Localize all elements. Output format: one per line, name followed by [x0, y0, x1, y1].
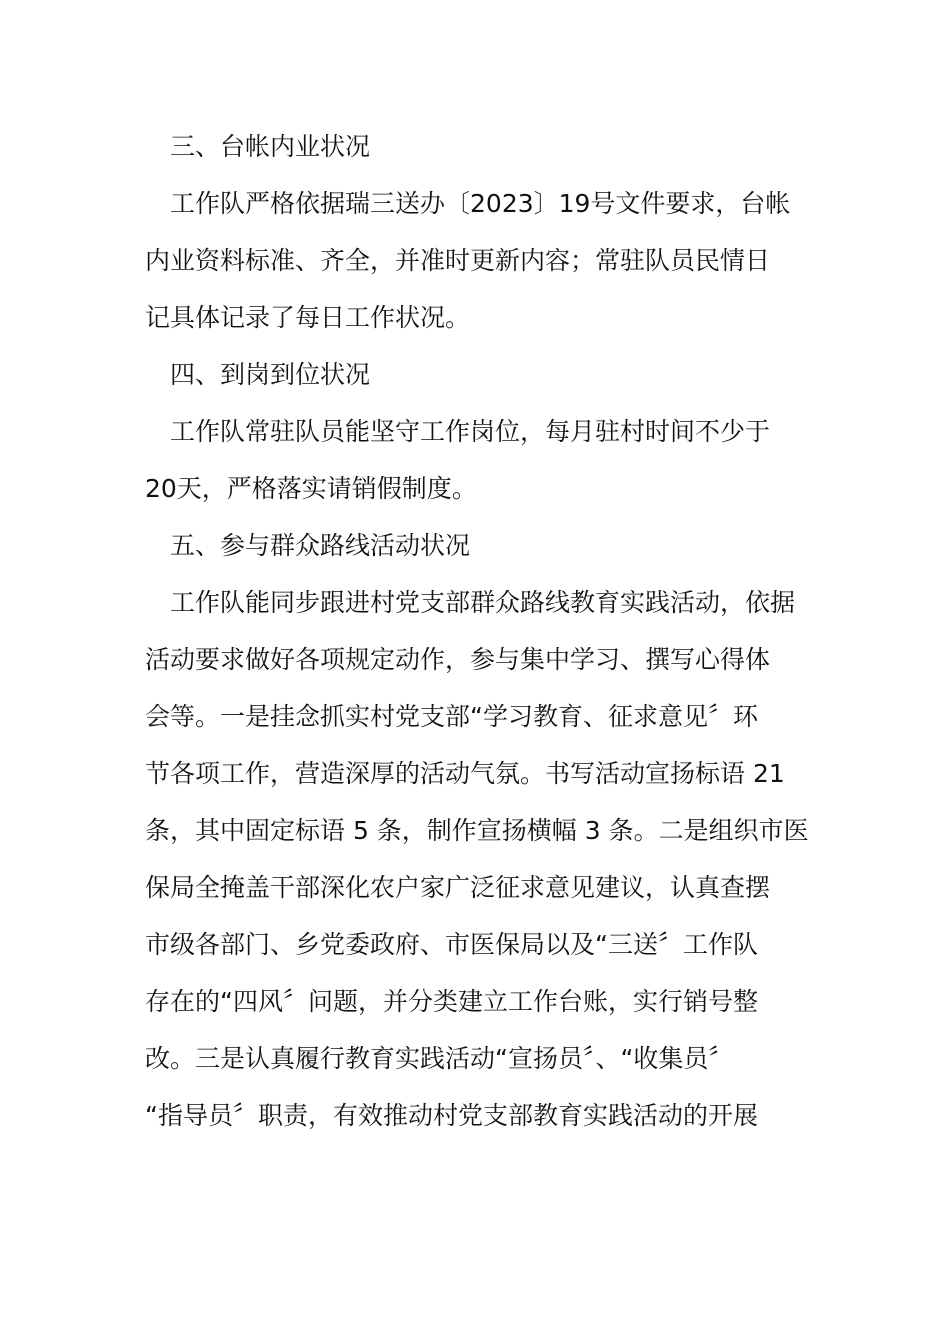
- paragraph-line: 存在的“四风〞问题，并分类建立工作台账，实行销号整: [145, 987, 758, 1016]
- section-heading-attendance: 四、到岗到位状况: [170, 360, 371, 389]
- section-heading-ledger: 三、台帐内业状况: [170, 132, 371, 161]
- paragraph-line: 20天，严格落实请销假制度。: [145, 474, 477, 503]
- paragraph-line: 活动要求做好各项规定动作，参与集中学习、撰写心得体: [145, 645, 771, 674]
- section-heading-mass-line: 五、参与群众路线活动状况: [170, 531, 471, 560]
- paragraph-line: 记具体记录了每日工作状况。: [145, 303, 471, 332]
- paragraph-line: “指导员〞职责，有效推动村党支部教育实践活动的开展: [145, 1101, 758, 1130]
- document-body: [145, 118, 809, 1144]
- paragraph-line: 改。三是认真履行教育实践活动“宣扬员〞、“收集员〞: [145, 1044, 734, 1073]
- paragraph-line: 会等。一是挂念抓实村党支部“学习教育、征求意见〞环: [145, 702, 758, 731]
- paragraph-line: 内业资料标准、齐全，并准时更新内容；常驻队员民情日: [145, 246, 771, 275]
- paragraph-line: 节各项工作，营造深厚的活动气氛。书写活动宣扬标语 21: [145, 759, 785, 788]
- paragraph-line: 保局全掩盖干部深化农户家广泛征求意见建议，认真查摆: [145, 873, 771, 902]
- paragraph-line: 条，其中固定标语 5 条，制作宣扬横幅 3 条。二是组织市医: [145, 816, 809, 845]
- paragraph-line: 工作队能同步跟进村党支部群众路线教育实践活动，依据: [170, 588, 796, 617]
- paragraph-line: 市级各部门、乡党委政府、市医保局以及“三送〞工作队: [145, 930, 758, 959]
- paragraph-line: 工作队常驻队员能坚守工作岗位，每月驻村时间不少于: [170, 417, 771, 446]
- paragraph-line: 工作队严格依据瑞三送办〔2023〕19号文件要求，台帐: [170, 189, 791, 218]
